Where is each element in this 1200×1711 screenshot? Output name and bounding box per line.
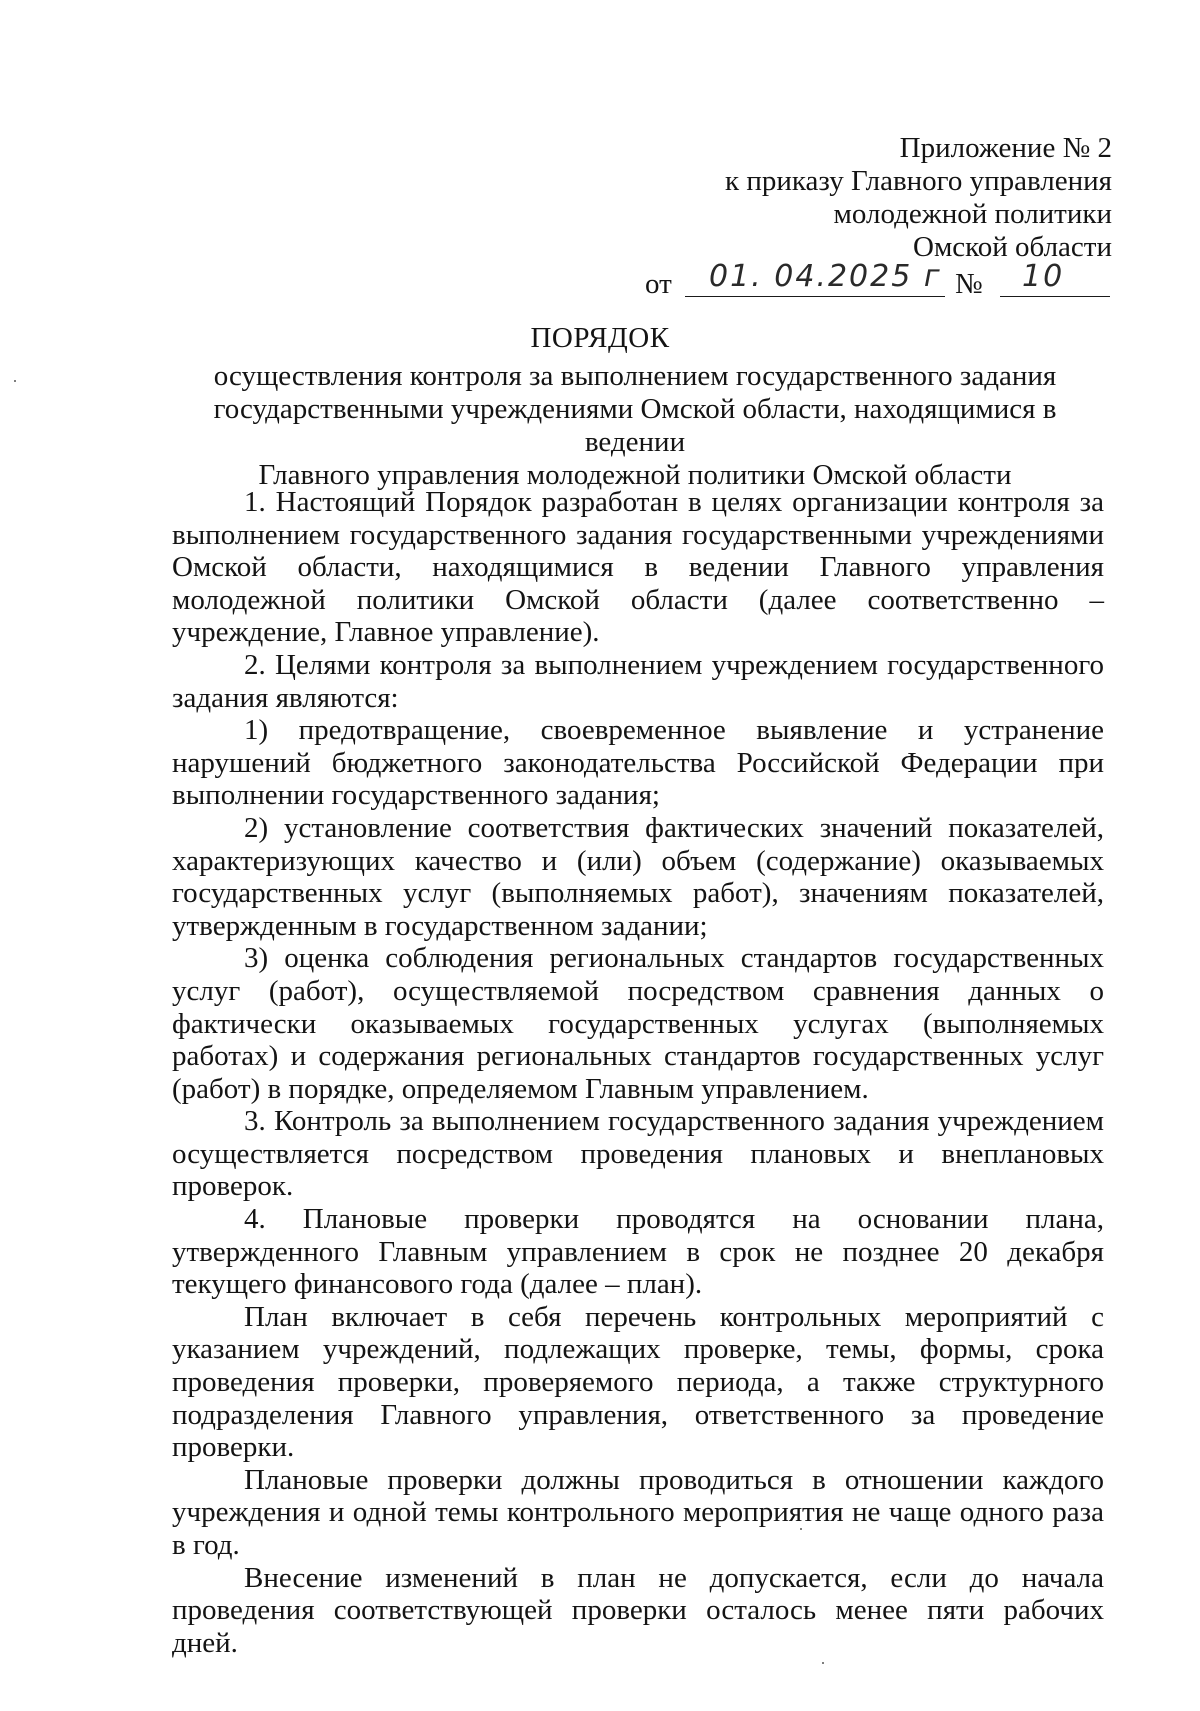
subtitle-line-3: Главного управления молодежной политики Омской области [258,459,1012,491]
document-body [172,486,1104,1659]
paragraph-4: 4. Плановые проверки проводятся на основании плана, утвержденного Главным управлением в срок не позднее 20 декабря текущего финансового года (далее – план). [172,1203,1104,1301]
order-number-label: № [955,268,983,300]
order-number-handwritten: 10 [1022,259,1065,294]
scan-speck [800,1528,802,1530]
document-subtitle [170,360,1100,492]
order-from-label: от [645,268,672,300]
paragraph-2: 2. Целями контроля за выполнением учреждением государственного задания являются: [172,648,1104,714]
paragraph-2-item-2: 2) установление соответствия фактических значений показателей, характеризующих качество и (или) объем (содержание) оказываемых государственных услуг (выполняемых работ), значениям показателей, утвержденным в государственном задании; [172,811,1104,942]
appendix-org-line1: молодежной политики [833,198,1112,230]
paragraph-1: 1. Настоящий Порядок разработан в целях организации контроля за выполнением государственного задания государственными учреждениями Омской области, находящимися в ведении Главного управления молодежной политики Омской области (далее соответственно – учреждение, Главное управление). [172,486,1104,649]
appendix-order-ref: к приказу Главного управления [725,165,1112,197]
paragraph-3: 3. Контроль за выполнением государственного задания учреждением осуществляется посредством проведения плановых и внеплановых проверок. [172,1105,1104,1203]
order-number-field [1000,256,1110,297]
paragraph-4-frequency: Плановые проверки должны проводиться в отношении каждого учреждения и одной темы контрольного мероприятия не чаще одного раза в год. [172,1463,1104,1561]
order-date-handwritten: 01. 04.2025 г [709,259,942,294]
subtitle-line-2: государственными учреждениями Омской области, находящимися в ведении [213,393,1057,458]
scan-speck [822,1662,824,1664]
paragraph-4-plan-contents: План включает в себя перечень контрольных мероприятий с указанием учреждений, подлежащих проверке, темы, формы, срока проведения проверки, проверяемого периода, а также структурного подразделения Главного управления, ответственного за проведение проверки. [172,1300,1104,1464]
subtitle-line-1: осуществления контроля за выполнением государственного задания [213,360,1057,392]
order-date-number-line [645,256,1110,300]
paragraph-2-item-1: 1) предотвращение, своевременное выявление и устранение нарушений бюджетного законодательства Российской Федерации при выполнении государственного задания; [172,714,1104,812]
scan-speck [14,380,16,382]
appendix-header [725,132,1112,264]
paragraph-2-item-3: 3) оценка соблюдения региональных стандартов государственных услуг (работ), осуществляемой посредством сравнения данных о фактически оказываемых государственных услугах (выполняемых работах) и содержания региональных стандартов государственных услуг (работ) в порядке, определяемом Главным управлением. [172,942,1104,1105]
paragraph-4-changes: Внесение изменений в план не допускается, если до начала проведения соответствующей проверки осталось менее пяти рабочих дней. [172,1561,1104,1659]
appendix-org-line2: Омской области [913,231,1112,263]
order-date-field [685,256,945,297]
document-title: ПОРЯДОК [530,322,670,354]
appendix-number: Приложение № 2 [899,132,1112,164]
